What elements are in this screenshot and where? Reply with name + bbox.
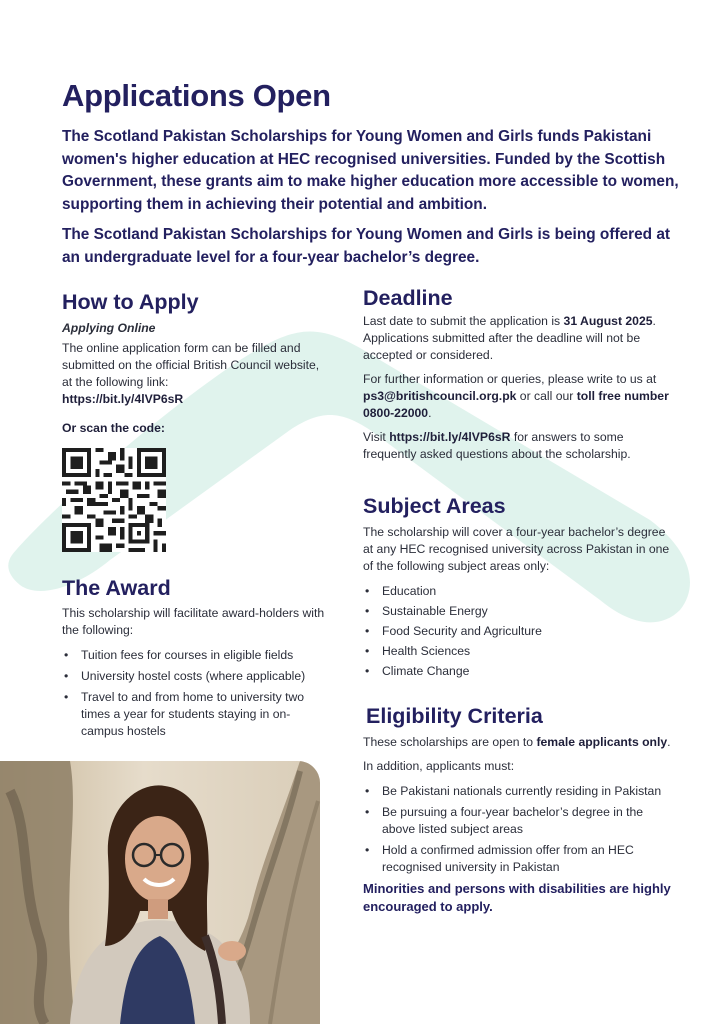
deadline-text: . Applications submitted after the deadline will not be accepted or considered. bbox=[363, 314, 656, 362]
subject-item: • Food Security and Agriculture bbox=[363, 623, 678, 640]
qr-code[interactable] bbox=[62, 448, 166, 552]
eligibility-list bbox=[363, 783, 678, 876]
award-item: • Travel to and from home to university two times a year for students staying in on-campus hostels bbox=[62, 689, 332, 740]
eligibility-paragraph-1 bbox=[363, 734, 678, 751]
intro-section bbox=[62, 126, 682, 277]
contact-text: For further information or queries, please write to us at bbox=[363, 372, 657, 386]
student-photo bbox=[0, 761, 320, 1024]
subject-item: • Sustainable Energy bbox=[363, 603, 678, 620]
scan-code-label: Or scan the code: bbox=[62, 421, 165, 435]
subject-areas-list bbox=[363, 583, 678, 680]
applying-online-subheading: Applying Online bbox=[62, 321, 156, 335]
award-intro: This scholarship will facilitate award-holders with the following: bbox=[62, 606, 325, 637]
subject-areas-heading: Subject Areas bbox=[363, 494, 506, 518]
how-to-apply-description: The online application form can be filled and submitted on the official British Council website, at the following link: bbox=[62, 341, 320, 389]
deadline-text: Last date to submit the application is bbox=[363, 314, 564, 328]
eligibility-item: • Be Pakistani nationals currently residing in Pakistan bbox=[363, 783, 678, 800]
subject-areas-intro: The scholarship will cover a four-year bachelor’s degree at any HEC recognised university across Pakistan in one of the following subject areas only: bbox=[363, 525, 670, 573]
deadline-date: 31 August 2025 bbox=[563, 314, 653, 328]
faq-text: for answers to some frequently asked questions about the scholarship. bbox=[363, 430, 631, 461]
contact-email[interactable]: ps3@britishcouncil.org.pk bbox=[363, 389, 517, 403]
eligibility-paragraph-2: In addition, applicants must: bbox=[363, 759, 515, 773]
contact-text: . bbox=[428, 406, 432, 420]
deadline-section bbox=[363, 286, 678, 470]
award-heading: The Award bbox=[62, 576, 171, 600]
eligibility-closing-note: Minorities and persons with disabilities are highly encouraged to apply. bbox=[363, 881, 671, 914]
faq-text: Visit bbox=[363, 430, 390, 444]
page-title: Applications Open bbox=[62, 78, 331, 113]
subject-item: • Health Sciences bbox=[363, 643, 678, 660]
faq-link[interactable]: https://bit.ly/4lVP6sR bbox=[389, 430, 511, 444]
contact-text: or call our bbox=[516, 389, 577, 403]
how-to-apply-heading: How to Apply bbox=[62, 290, 199, 314]
eligibility-text: . bbox=[667, 735, 671, 749]
subject-item: • Climate Change bbox=[363, 663, 678, 680]
award-item: • University hostel costs (where applicable) bbox=[62, 668, 332, 685]
deadline-paragraph-3 bbox=[363, 429, 678, 463]
deadline-paragraph-1 bbox=[363, 313, 678, 364]
toll-free-number: toll free number 0800-22000 bbox=[363, 389, 669, 420]
subject-areas-section bbox=[363, 494, 678, 683]
application-link[interactable]: https://bit.ly/4lVP6sR bbox=[62, 392, 184, 406]
eligibility-heading: Eligibility Criteria bbox=[366, 704, 543, 728]
female-applicants-only: female applicants only bbox=[536, 735, 668, 749]
how-to-apply-text bbox=[62, 340, 332, 408]
eligibility-item: • Be pursuing a four-year bachelor’s degree in the above listed subject areas bbox=[363, 804, 678, 838]
award-section bbox=[62, 576, 332, 744]
eligibility-item: • Hold a confirmed admission offer from an HEC recognised university in Pakistan bbox=[363, 842, 678, 876]
how-to-apply-section bbox=[62, 290, 332, 437]
intro-paragraph-2: The Scotland Pakistan Scholarships for Young Women and Girls is being offered at an undergraduate level for a four-year bachelor’s degree. bbox=[62, 226, 671, 266]
eligibility-text: These scholarships are open to bbox=[363, 735, 537, 749]
deadline-heading: Deadline bbox=[363, 286, 453, 310]
intro-paragraph-1: The Scotland Pakistan Scholarships for Young Women and Girls funds Pakistani women's higher education at HEC recognised universities. Funded by the Scottish Government, these grants aim to make higher education more accessible to women, supporting them in achieving their potential and ambition. bbox=[62, 128, 679, 213]
eligibility-section bbox=[363, 704, 678, 916]
award-item: • Tuition fees for courses in eligible fields bbox=[62, 647, 332, 664]
award-list bbox=[62, 647, 332, 740]
subject-item: • Education bbox=[363, 583, 678, 600]
deadline-paragraph-2 bbox=[363, 371, 678, 422]
